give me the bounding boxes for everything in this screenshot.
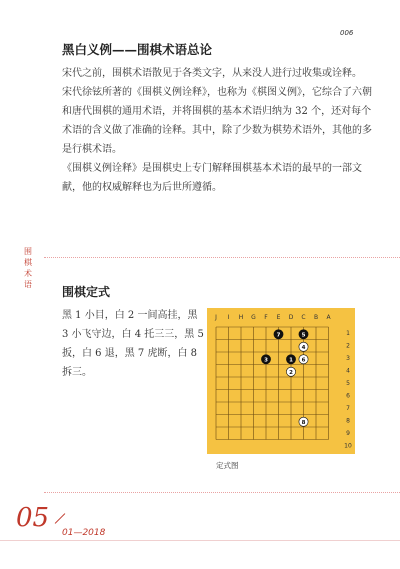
stone-move-number: 5 [301,332,306,339]
section-label [22,246,34,290]
column-label: F [264,314,268,321]
row-label: 5 [346,380,350,387]
row-label: 9 [346,430,350,437]
column-label: J [215,314,217,321]
stone-move-number: 7 [276,332,281,339]
footer-line [0,540,400,541]
issue-date: 01—2018 [62,528,106,538]
section-label-char: 棋 [24,258,32,267]
stone-move-number: 8 [301,419,306,426]
issue-slash [55,513,66,524]
row-label: 1 [346,330,350,337]
column-label: E [276,314,281,321]
row-label: 3 [346,355,350,362]
column-label: H [238,314,244,321]
row-label: 7 [346,405,350,412]
section-label-text [22,246,34,290]
column-label: G [251,314,256,321]
go-board-diagram [207,308,355,454]
joseki-title: 围棋定式 [62,285,111,299]
row-label: 6 [346,392,350,400]
article-body [62,64,372,197]
row-label: 2 [346,342,350,350]
column-label: C [301,314,306,321]
article-title: 黑白义例——围棋术语总论 [62,42,213,57]
section-label-char: 围 [24,247,32,256]
diagram-caption: 定式图 [216,461,239,470]
column-label: A [326,314,331,321]
section-label-char: 语 [24,280,32,289]
footer-divider [44,492,400,493]
stone-move-number: 3 [264,357,268,364]
page-number: 006 [340,29,354,37]
stone-move-number: 2 [289,369,293,376]
column-label: D [288,314,294,321]
row-label: 4 [346,367,350,375]
article-paragraph: 宋代之前，围棋术语散见于各类文字，从来没人进行过收集或诠释。 [62,68,362,79]
article-paragraph: 宋代徐铉所著的《围棋义例诠释》，也称为《棋图义例》，它综合了六朝和唐代围棋的通用术语，并将围棋的基本术语归纳为 32 个，还对每个术语的含义做了准确的诠释。其中，除了少数为棋势术语外，其他的多是行棋术语。 [62,87,372,155]
section-divider [44,257,400,258]
stone-move-number: 6 [301,357,306,364]
row-label: 8 [346,417,350,425]
stone-move-number: 1 [289,357,293,364]
issue-number: 05 [16,503,50,533]
column-label: B [313,314,319,321]
section-label-char: 术 [24,269,32,278]
joseki-description: 黑 1 小目，白 2 一间高挂，黑 3 小飞守边，白 4 托三三，黑 5 扳，白 6 退，黑 7 虎断，白 8 拆三。 [62,310,204,378]
stone-move-number: 4 [301,344,306,351]
go-board-svg [207,308,355,454]
row-label: 10 [344,442,352,450]
column-label: I [227,314,230,321]
article-paragraph: 《围棋义例诠释》是围棋史上专门解释围棋基本术语的最早的一部文献，他的权威解释也为后世所遵循。 [62,163,362,193]
